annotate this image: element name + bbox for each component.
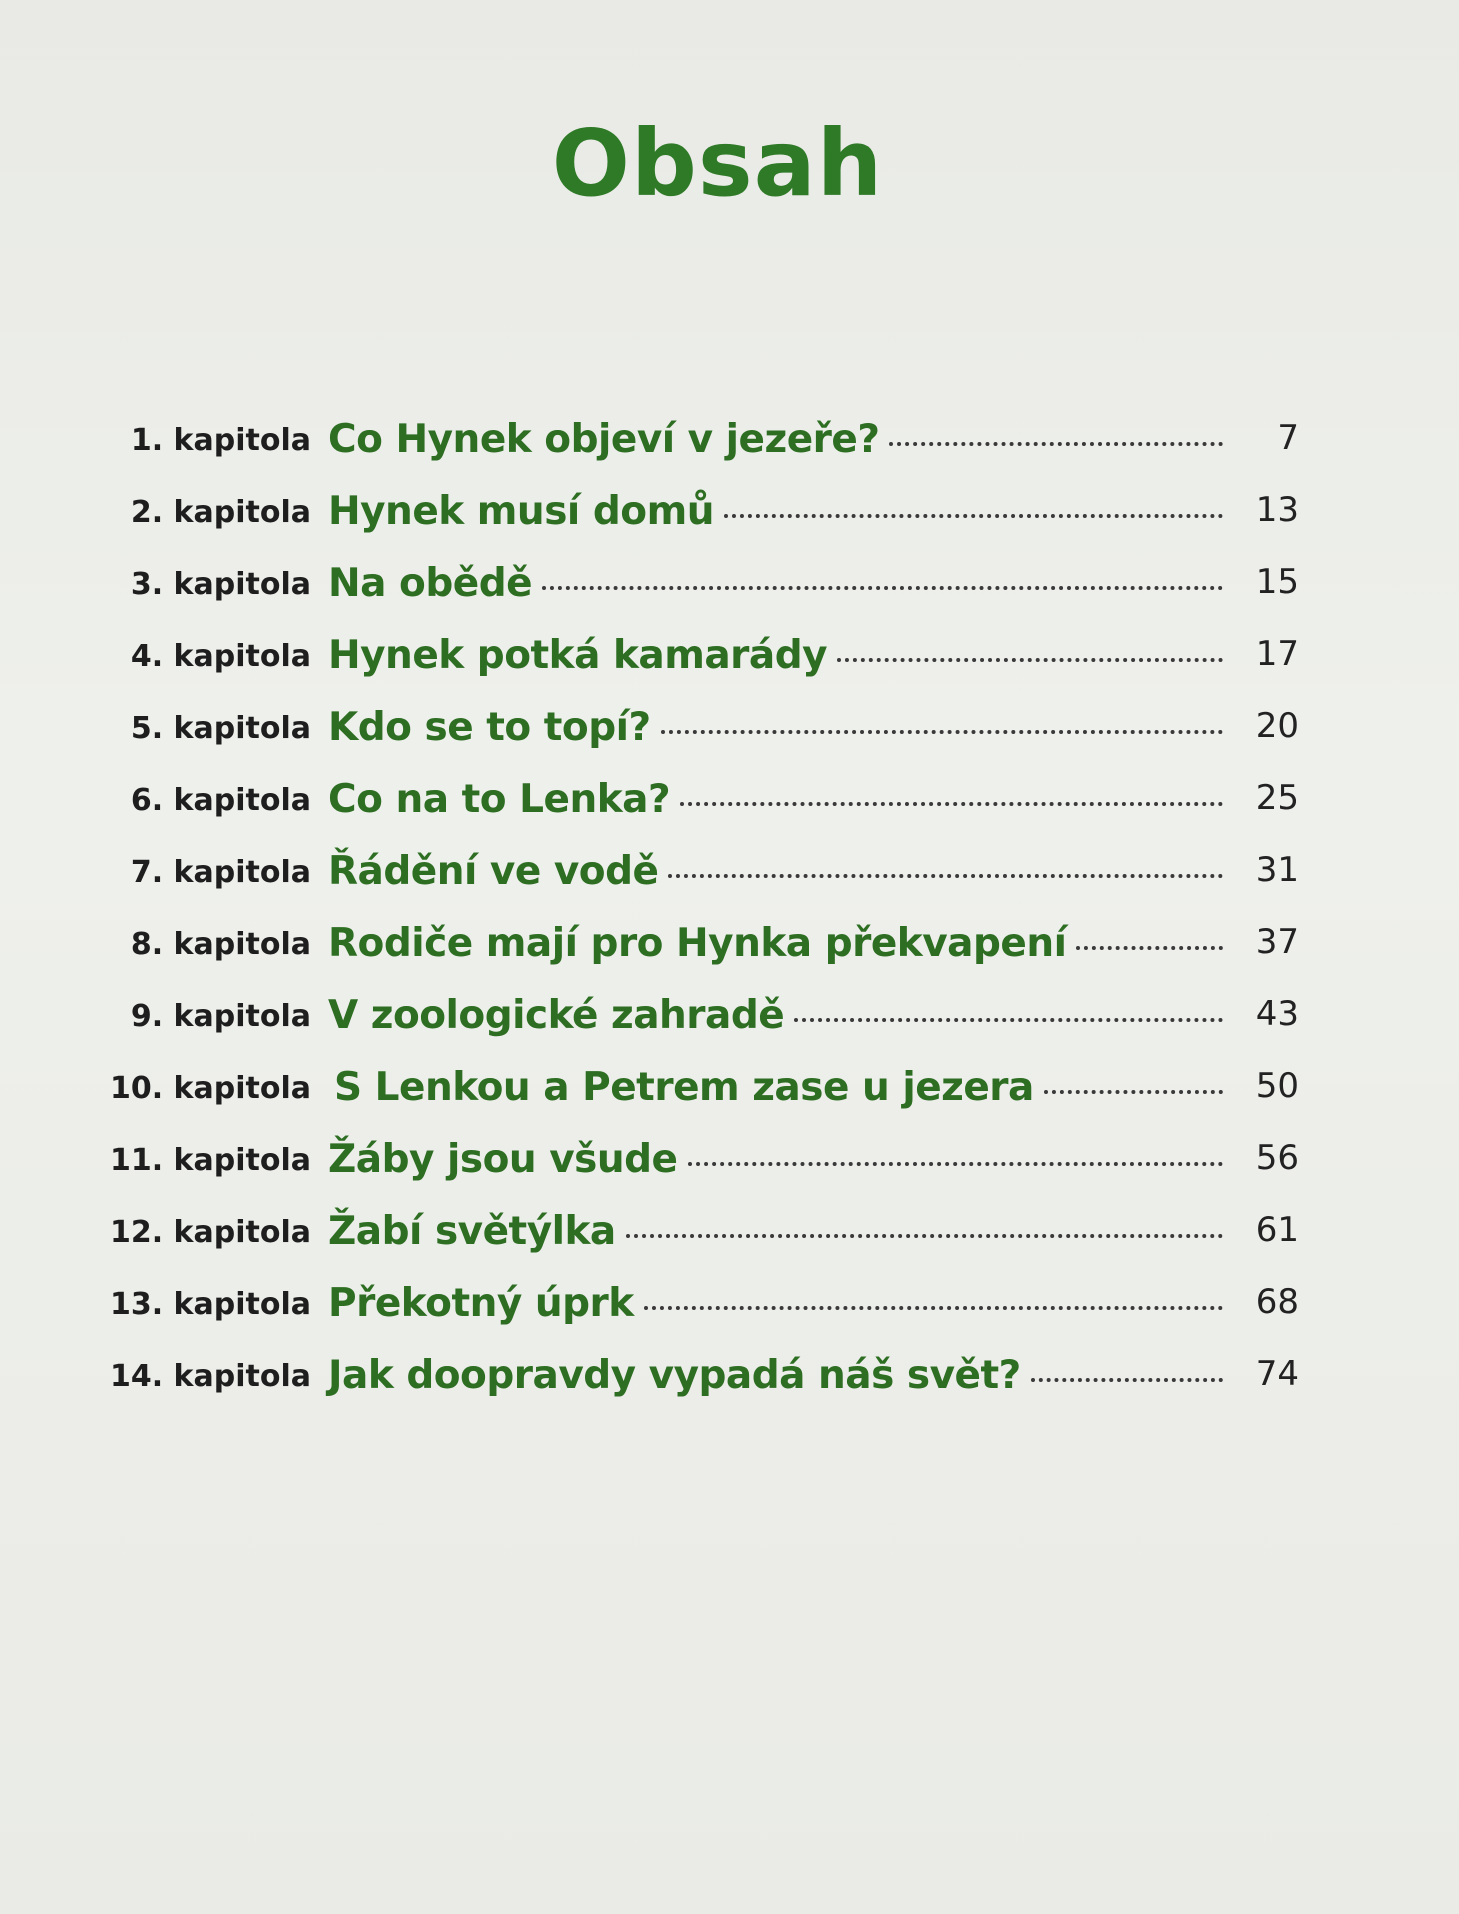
chapter-label: 5. kapitola (130, 711, 311, 746)
page-number: 68 (1255, 1282, 1299, 1322)
page-number: 7 (1277, 418, 1299, 458)
chapter-title: Překotný úprk (328, 1281, 634, 1326)
dot-leader (644, 1306, 1223, 1310)
toc-row (0, 1128, 1459, 1190)
page-number: 31 (1255, 850, 1299, 890)
chapter-title: Co na to Lenka? (328, 777, 671, 822)
dot-leader (688, 1162, 1224, 1166)
chapter-title: Hynek musí domů (328, 489, 714, 534)
dot-leader (837, 658, 1223, 662)
dot-leader (1044, 1090, 1223, 1094)
chapter-label: 11. kapitola (109, 1143, 311, 1178)
toc-row (0, 480, 1459, 542)
page-number: 56 (1255, 1138, 1299, 1178)
dot-leader (668, 874, 1223, 878)
toc-row (0, 696, 1459, 758)
page-number: 37 (1255, 922, 1299, 962)
dot-leader (680, 802, 1223, 806)
page-number: 13 (1255, 490, 1299, 530)
chapter-label: 6. kapitola (130, 783, 311, 818)
toc-row (0, 408, 1459, 470)
toc-row (0, 552, 1459, 614)
page-title: Obsah (551, 110, 884, 217)
chapter-title: Žabí světýlka (328, 1209, 616, 1254)
toc-entry (328, 777, 1223, 822)
toc-entry (328, 489, 1223, 534)
dot-leader (542, 586, 1223, 590)
toc-entry (328, 417, 1223, 462)
chapter-title: Hynek potká kamarády (328, 633, 828, 678)
page-number: 61 (1255, 1210, 1299, 1250)
toc-row (0, 984, 1459, 1046)
chapter-label: 13. kapitola (109, 1287, 311, 1322)
toc-row (0, 840, 1459, 902)
chapter-label: 8. kapitola (130, 927, 311, 962)
dot-leader (724, 514, 1223, 518)
toc-row (0, 624, 1459, 686)
dot-leader (1076, 946, 1223, 950)
chapter-label: 10. kapitola (109, 1071, 311, 1106)
chapter-label: 1. kapitola (130, 423, 311, 458)
chapter-label: 9. kapitola (130, 999, 311, 1034)
toc-row (0, 1272, 1459, 1334)
chapter-title: Kdo se to topí? (328, 705, 651, 750)
toc-entry (328, 849, 1223, 894)
dot-leader (794, 1018, 1223, 1022)
toc-entry (328, 993, 1223, 1038)
toc-entry (328, 921, 1223, 966)
chapter-label: 12. kapitola (109, 1215, 311, 1250)
chapter-title: Žáby jsou všude (328, 1137, 678, 1182)
dot-leader (1031, 1378, 1223, 1382)
page-number: 20 (1255, 706, 1299, 746)
chapter-title: Na obědě (328, 561, 533, 606)
chapter-label: 14. kapitola (109, 1359, 311, 1394)
chapter-title: Co Hynek objeví v jezeře? (328, 417, 880, 462)
toc-entry (334, 1065, 1223, 1110)
chapter-title: V zoologické zahradě (328, 993, 785, 1038)
page-number: 15 (1255, 562, 1299, 602)
toc-entry (328, 561, 1223, 606)
chapter-title: Rodiče mají pro Hynka překvapení (328, 921, 1067, 966)
toc-row (0, 768, 1459, 830)
dot-leader (889, 442, 1223, 446)
chapter-label: 3. kapitola (130, 567, 311, 602)
chapter-title: S Lenkou a Petrem zase u jezera (334, 1065, 1034, 1110)
toc-entry (328, 1281, 1223, 1326)
toc-row (0, 1200, 1459, 1262)
toc-row (0, 1344, 1459, 1406)
page-number: 50 (1255, 1066, 1299, 1106)
chapter-label: 2. kapitola (130, 495, 311, 530)
toc-entry (328, 1353, 1223, 1398)
toc-entry (328, 1209, 1223, 1254)
toc-row (0, 1056, 1459, 1118)
toc-entry (328, 1137, 1223, 1182)
dot-leader (661, 730, 1223, 734)
page-number: 25 (1255, 778, 1299, 818)
page-number: 43 (1255, 994, 1299, 1034)
toc-entry (328, 633, 1223, 678)
chapter-title: Jak doopravdy vypadá náš svět? (328, 1353, 1021, 1398)
chapter-label: 4. kapitola (130, 639, 311, 674)
chapter-title: Řádění ve vodě (328, 849, 659, 894)
toc-entry (328, 705, 1223, 750)
chapter-label: 7. kapitola (130, 855, 311, 890)
page-number: 74 (1255, 1354, 1299, 1394)
page-number: 17 (1255, 634, 1299, 674)
dot-leader (626, 1234, 1223, 1238)
toc-row (0, 912, 1459, 974)
